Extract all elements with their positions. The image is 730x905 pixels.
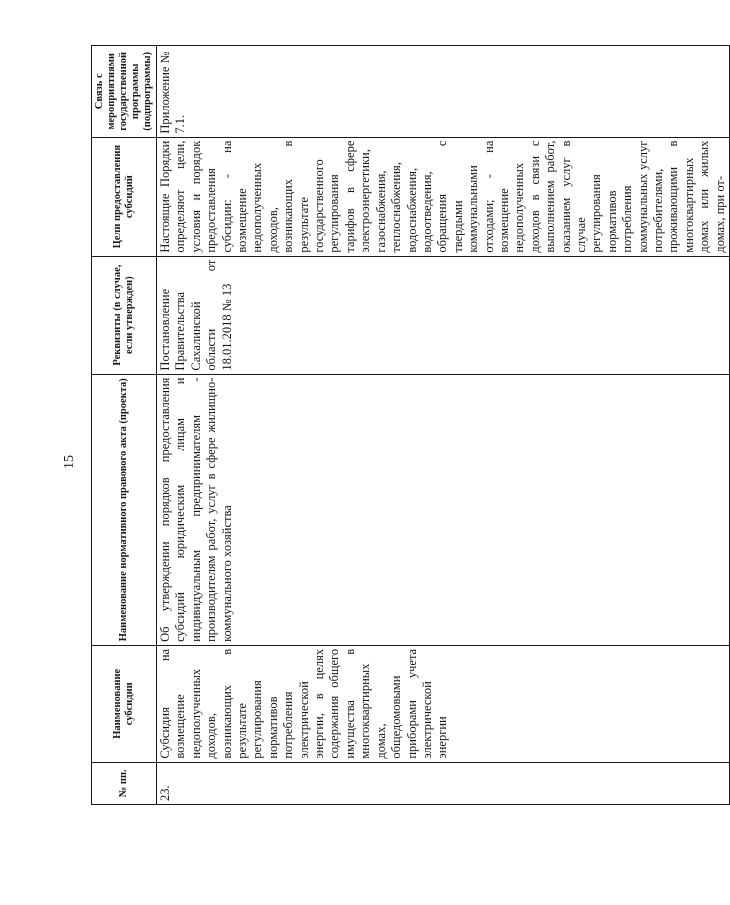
table-row: [157, 46, 730, 805]
cell-program-link: Приложение № 7.1.: [157, 46, 730, 138]
subsidies-table: [91, 45, 730, 805]
header-act-name: Наименование нормативного правового акта (проекта): [92, 374, 157, 645]
cell-requisites: Постановление Правительства Сахалинской области от 18.01.2018 № 13: [157, 256, 730, 374]
header-number: № пп.: [92, 762, 157, 804]
header-requisites: Реквизиты (в случае, если утвержден): [92, 256, 157, 374]
header-program-link: Связь с мероприятиями государственной программы (подпрограммы): [92, 46, 157, 138]
header-subsidy-name: Наименование субсидии: [92, 645, 157, 762]
cell-number: 23.: [157, 762, 730, 804]
table-header-row: [92, 46, 157, 805]
cell-subsidy-name: Субсидия на возмещение недополученных доходов, возникающих в результате регулирования нормативов потребления электрической энергии, в целях содержания общего имущества в многоквартирных домах, общедомовыми приборами учета электрической энергии: [157, 645, 730, 762]
cell-act-name: Об утверждении порядков предоставления субсидий юридическим лицам и индивидуальным предпринимателям - производителям работ, услуг в сфере жилищно-коммунального хозяйства: [157, 374, 730, 645]
cell-goals: Настоящие Порядки определяют цели, условия и порядок предоставления субсидии: - на возмещение недополученных доходов, возникающих в результате государственного регулирования тарифов в сфере электроэнергетики, газоснабжения, теплоснабжения, водоснабжения, водоотведения, обращения с твердыми коммунальными отходами; - на возмещение недополученных доходов в связи с выполнением работ, оказанием услуг в случае регулирования нормативов потребления коммунальных услуг потребителями, проживающими в многоквартирных домах или жилых домах, при от-: [157, 137, 730, 256]
header-goals: Цели предоставления субсидий: [92, 137, 157, 256]
page-number: 15: [62, 455, 77, 469]
subsidies-table-container: [91, 45, 727, 805]
